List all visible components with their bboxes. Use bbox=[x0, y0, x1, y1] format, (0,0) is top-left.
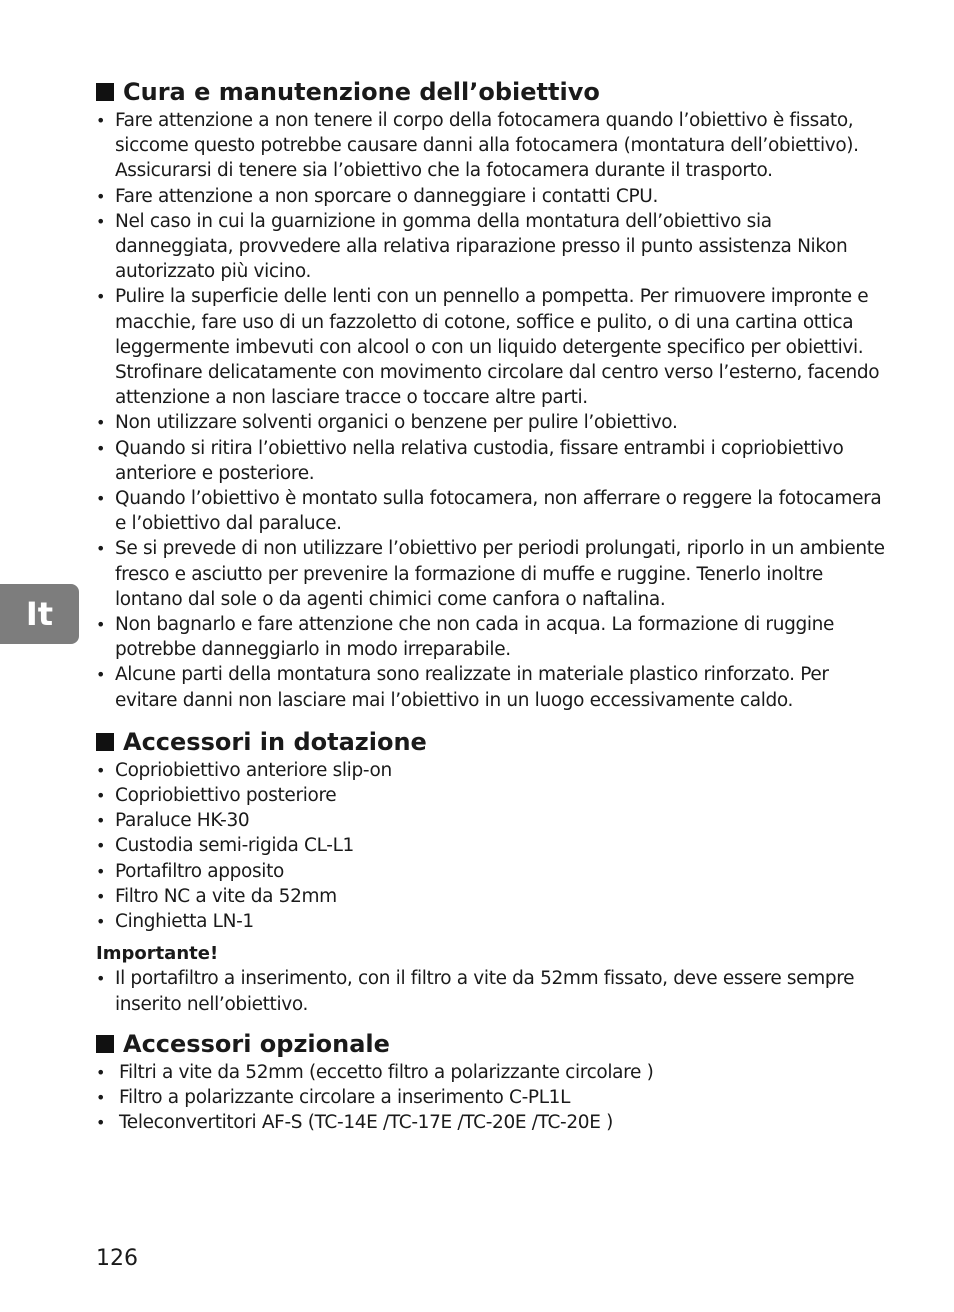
bullet-icon: • bbox=[96, 186, 106, 206]
square-bullet-icon bbox=[96, 733, 114, 751]
list-item bbox=[96, 536, 886, 612]
list-item-text: Quando l’obiettivo è montato sulla fotocamera, non afferrare o reggere la fotocamera e l’obiettivo dal paraluce. bbox=[115, 488, 882, 535]
bullet-icon: • bbox=[96, 786, 106, 806]
section-title-text: Accessori in dotazione bbox=[123, 727, 427, 756]
bullet-icon: • bbox=[96, 836, 106, 856]
square-bullet-icon bbox=[96, 83, 114, 101]
list-item-text: Teleconvertitori AF-S (TC-14E /TC-17E /TC-20E /TC-20E ) bbox=[119, 1112, 613, 1134]
list-item bbox=[96, 966, 886, 1016]
list-item bbox=[96, 108, 886, 184]
list-item bbox=[96, 436, 886, 486]
list-item bbox=[96, 284, 886, 410]
bullet-icon: • bbox=[96, 489, 106, 509]
page-number: 126 bbox=[96, 1246, 138, 1271]
bullet-icon: • bbox=[96, 811, 106, 831]
list-item bbox=[96, 859, 886, 884]
bullet-icon: • bbox=[96, 539, 106, 559]
included-list bbox=[96, 758, 886, 934]
square-bullet-icon bbox=[96, 1035, 114, 1053]
list-item bbox=[96, 209, 886, 285]
list-item-text: Copriobiettivo posteriore bbox=[115, 785, 337, 807]
bullet-icon: • bbox=[96, 861, 106, 881]
list-item bbox=[96, 1110, 886, 1135]
list-item-text: Filtri a vite da 52mm (eccetto filtro a polarizzante circolare ) bbox=[119, 1061, 654, 1083]
list-item-text: Nel caso in cui la guarnizione in gomma della montatura dell’obiettivo sia danneggiata, provvedere alla relativa riparazione presso il punto assistenza Nikon autorizzato più vicino. bbox=[115, 210, 848, 283]
bullet-icon: • bbox=[96, 1062, 106, 1082]
bullet-icon: • bbox=[96, 969, 106, 989]
important-label: Importante! bbox=[96, 943, 219, 965]
list-item bbox=[96, 833, 886, 858]
bullet-icon: • bbox=[96, 886, 106, 906]
list-item bbox=[96, 410, 886, 435]
list-item bbox=[96, 1085, 886, 1110]
list-item bbox=[96, 783, 886, 808]
section-title-optional bbox=[96, 1028, 886, 1060]
list-item-text: Il portafiltro a inserimento, con il filtro a vite da 52mm fissato, deve essere sempre inserito nell’obiettivo. bbox=[115, 968, 855, 1015]
list-item bbox=[96, 808, 886, 833]
section-title-text: Accessori opzionale bbox=[123, 1029, 390, 1058]
list-item-text: Pulire la superficie delle lenti con un pennello a pompetta. Per rimuovere impronte e macchie, fare uso di un fazzoletto di cotone, soffice e pulito, o di una cartina ottica leggermente imbevuti con alcool o con un liquido detergente specifico per obiettivi. Strofinare delicatamente con movimento circolare dal centro verso l’esterno, facendo attenzione a non lasciare tracce o toccare altre parti. bbox=[115, 286, 880, 409]
list-item bbox=[96, 486, 886, 536]
bullet-icon: • bbox=[96, 665, 106, 685]
bullet-icon: • bbox=[96, 111, 106, 130]
list-item-text: Paraluce HK-30 bbox=[115, 810, 250, 832]
bullet-icon: • bbox=[96, 615, 106, 635]
bullet-icon: • bbox=[96, 1087, 106, 1107]
list-item bbox=[96, 1060, 886, 1085]
list-item-text: Fare attenzione a non tenere il corpo della fotocamera quando l’obiettivo è fissato, siccome questo potrebbe causare danni alla fotocamera (montatura dell’obiettivo). Assicurarsi di tenere sia l’obiettivo che la fotocamera durante il trasporto. bbox=[115, 110, 859, 182]
list-item bbox=[96, 909, 886, 934]
list-item bbox=[96, 662, 886, 712]
list-item-text: Non bagnarlo e fare attenzione che non cada in acqua. La formazione di ruggine potrebbe danneggiarlo in modo irreparabile. bbox=[115, 614, 835, 661]
list-item-text: Quando si ritira l’obiettivo nella relativa custodia, fissare entrambi i copriobiettivo anteriore e posteriore. bbox=[115, 437, 844, 484]
list-item-text: Se si prevede di non utilizzare l’obiettivo per periodi prolungati, riporlo in un ambiente fresco e asciutto per prevenire la formazione di muffe e ruggine. Tenerlo inoltre lontano dal sole o da agenti chimici come canfora o naftalina. bbox=[115, 538, 885, 610]
list-item-text: Filtro a polarizzante circolare a inserimento C-PL1L bbox=[119, 1086, 571, 1108]
section-included-accessories bbox=[96, 726, 886, 1017]
bullet-icon: • bbox=[96, 1113, 106, 1133]
page-content bbox=[96, 76, 886, 1135]
bullet-icon: • bbox=[96, 287, 106, 307]
section-title-included bbox=[96, 726, 886, 758]
list-item-text: Alcune parti della montatura sono realizzate in materiale plastico rinforzato. Per evitare danni non lasciare mai l’obiettivo in un luogo eccessivamente caldo. bbox=[115, 664, 829, 711]
list-item bbox=[96, 184, 886, 209]
important-list bbox=[96, 966, 886, 1016]
section-title-care bbox=[96, 76, 886, 108]
list-item-text: Copriobiettivo anteriore slip-on bbox=[115, 759, 392, 781]
bullet-icon: • bbox=[96, 438, 106, 458]
list-item-text: Fare attenzione a non sporcare o danneggiare i contatti CPU. bbox=[115, 185, 658, 207]
list-item-text: Non utilizzare solventi organici o benzene per pulire l’obiettivo. bbox=[115, 412, 678, 434]
optional-list bbox=[96, 1060, 886, 1136]
language-tab: It bbox=[0, 584, 79, 644]
list-item bbox=[96, 884, 886, 909]
section-title-text: Cura e manutenzione dell’obiettivo bbox=[123, 78, 600, 106]
list-item bbox=[96, 612, 886, 662]
list-item-text: Portafiltro apposito bbox=[115, 860, 284, 882]
bullet-icon: • bbox=[96, 760, 106, 780]
list-item-text: Filtro NC a vite da 52mm bbox=[115, 885, 337, 907]
section-optional-accessories bbox=[96, 1028, 886, 1136]
care-list bbox=[96, 108, 886, 713]
bullet-icon: • bbox=[96, 211, 106, 231]
list-item-text: Cinghietta LN-1 bbox=[115, 911, 254, 933]
section-care bbox=[96, 76, 886, 713]
list-item bbox=[96, 758, 886, 783]
bullet-icon: • bbox=[96, 912, 106, 932]
list-item-text: Custodia semi-rigida CL-L1 bbox=[115, 835, 354, 857]
bullet-icon: • bbox=[96, 413, 106, 433]
